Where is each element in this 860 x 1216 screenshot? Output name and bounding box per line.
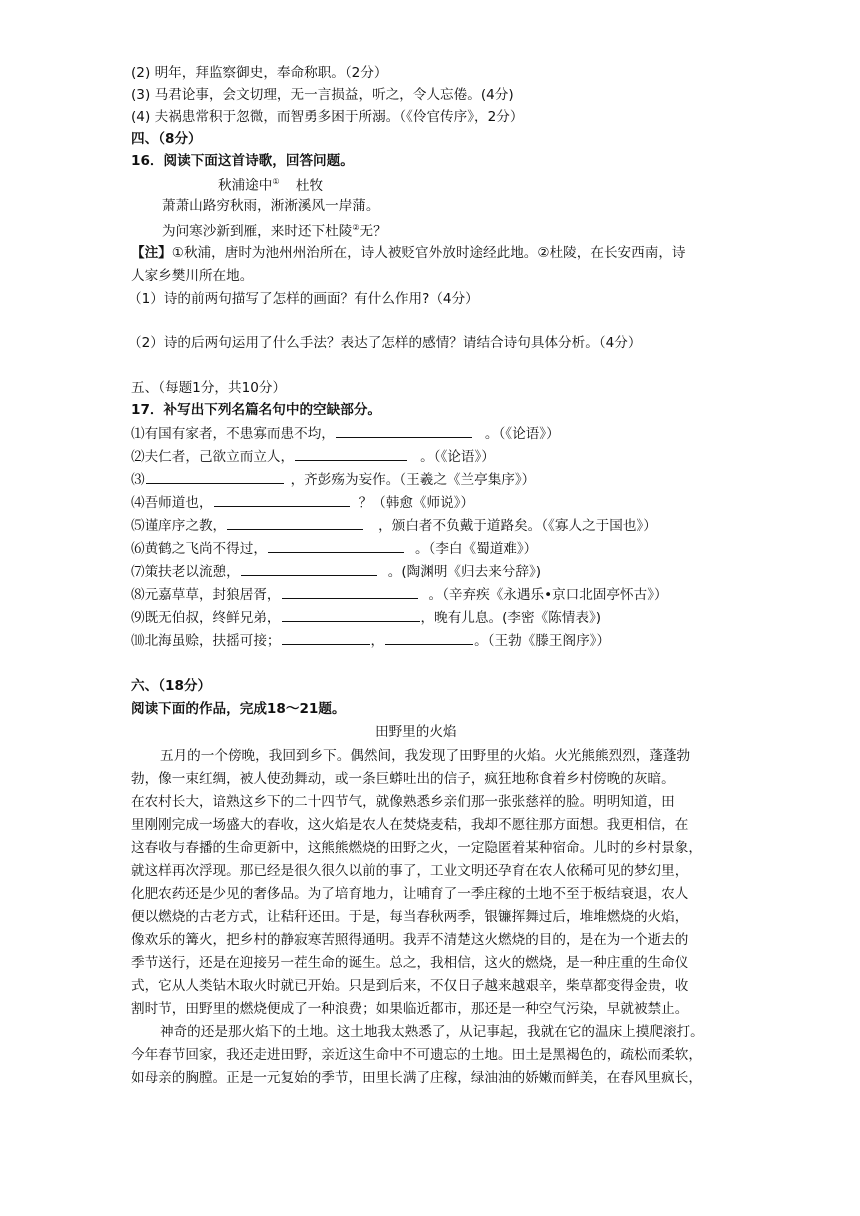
section-6-heading: 六、（18分）: [131, 678, 212, 694]
section-6-intro: 阅读下面的作品，完成18～21题。: [131, 701, 346, 717]
poem-note-marker: ①: [272, 177, 280, 186]
answer-blank[interactable]: [241, 562, 377, 576]
article-line: 化肥农药还是少见的奢侈品。为了培育地力，让哺育了一季庄稼的土地不至于板结衰退，农人: [131, 886, 689, 902]
answer-blank[interactable]: [336, 424, 472, 438]
poem-line-1: 萧萧山路穷秋雨，淅淅溪风一岸蒲。: [162, 198, 380, 214]
article-line: 五月的一个傍晚，我回到乡下。偶然间，我发现了田野里的火焰。火光熊熊烈烈，蓬蓬勃: [160, 748, 691, 764]
translation-item-2: (2) 明年，拜监察御史，奉命称职。（2分）: [131, 65, 388, 81]
note-label: 【注】: [131, 245, 172, 261]
answer-blank[interactable]: [295, 447, 407, 461]
article-line: 便以燃烧的古老方式，让秸秆还田。于是，每当春秋两季，银镰挥舞过后，堆堆燃烧的火焰，: [131, 909, 689, 925]
question-16-prompt: 16．阅读下面这首诗歌，回答问题。: [131, 153, 354, 169]
article-line: 今年春节回家，我还走进田野，亲近这生命中不可遗忘的土地。田土是黑褐色的，疏松而柔软，: [131, 1047, 702, 1063]
fill-blank-item-9: ⑼既无伯叔，终鲜兄弟， ，晚有儿息。(李密《陈情表》): [131, 610, 602, 626]
article-line: 如母亲的胸膛。正是一元复始的季节，田里长满了庄稼，绿油油的娇嫩而鲜美，在春风里疯长，: [131, 1070, 702, 1086]
question-16-sub-1: （1）诗的前两句描写了怎样的画面？有什么作用?（4分）: [128, 291, 479, 307]
poem-heading: [218, 173, 323, 195]
article-line: 式，它从人类钻木取火时就已开始。只是到后来，不仅日子越来越艰辛，柴草都变得金贵，收: [131, 978, 689, 994]
answer-blank[interactable]: [146, 470, 284, 484]
answer-blank[interactable]: [282, 585, 418, 599]
article-line: 就这样再次浮现。那已经是很久很久以前的事了，工业文明还孕育在农人依稀可见的梦幻里，: [131, 863, 689, 879]
poem-line-2-note-marker: ②: [352, 223, 360, 232]
answer-blank[interactable]: [282, 631, 370, 645]
poem-author: 杜牧: [295, 177, 324, 194]
section-4-heading: 四、（8分）: [131, 131, 202, 147]
answer-blank[interactable]: [282, 608, 420, 622]
fill-blank-item-3: ⑶ ，齐彭殇为妄作。（王羲之《兰亭集序》）: [131, 472, 536, 488]
article-line: 割时节，田野里的燃烧便成了一种浪费；如果临近都市，那还是一种空气污染，早就被禁止。: [131, 1001, 689, 1017]
poem-note-line-1: 【注】①秋浦，唐时为池州州治所在，诗人被贬官外放时途经此地。②杜陵，在长安西南，诗: [131, 245, 686, 261]
article-title: 田野里的火焰: [375, 724, 457, 740]
fill-blank-item-7: ⑺策扶老以流憩， 。(陶渊明《归去来兮辞》): [131, 564, 542, 580]
answer-blank[interactable]: [227, 516, 363, 530]
article-line: 神奇的还是那火焰下的土地。这土地我太熟悉了，从记事起，我就在它的温床上摸爬滚打。: [160, 1024, 704, 1040]
fill-blank-item-5: ⑸谨庠序之教， ，颁白者不负戴于道路矣。（《寡人之于国也》）: [131, 518, 657, 534]
fill-blank-item-8: ⑻元嘉草草，封狼居胥， 。（辛弃疾《永遇乐•京口北固亭怀古》）: [131, 587, 668, 603]
article-line: 里刚刚完成一场盛大的春收，这火焰是农人在焚烧麦秸，我却不愿往那方面想。我更相信，在: [131, 817, 689, 833]
article-line: 季节送行，还是在迎接另一茬生命的诞生。总之，我相信，这火的燃烧，是一种庄重的生命仪: [131, 955, 689, 971]
translation-item-3: (3) 马君论事，会文切理，无一言损益，听之，令人忘倦。(4分): [131, 87, 514, 103]
fill-blank-item-4: ⑷吾师道也， ？（韩愈《师说》）: [131, 495, 475, 511]
article-line: 勃，像一束红绸，被人使劲舞动，或一条巨蟒吐出的信子，疯狂地称食着乡村傍晚的灰暗。: [131, 771, 675, 787]
question-16-sub-2: （2）诗的后两句运用了什么手法？表达了怎样的感情？请结合诗句具体分析。（4分）: [128, 335, 642, 351]
article-line: 像欢乐的篝火，把乡村的静寂寒苦照得通明。我弄不清楚这火燃烧的目的，是在为一个逝去的: [131, 932, 689, 948]
fill-blank-item-2: ⑵夫仁者，己欲立而立人， 。（《论语》）: [131, 449, 495, 465]
question-17-prompt: 17．补写出下列名篇名句中的空缺部分。: [131, 402, 382, 418]
section-5-heading: 五、（每题1分，共10分）: [131, 380, 287, 396]
answer-blank[interactable]: [268, 539, 404, 553]
poem-line-2: 为问寒沙新到雁，来时还下杜陵②无？: [162, 223, 387, 240]
poem-note-line-2: 人家乡樊川所在地。: [131, 268, 254, 284]
answer-blank[interactable]: [214, 493, 350, 507]
fill-blank-item-6: ⑹黄鹤之飞尚不得过， 。（李白《蜀道难》）: [131, 541, 538, 557]
fill-blank-item-1: ⑴有国有家者，不患寡而患不均， 。（《论语》）: [131, 426, 560, 442]
article-line: 在农村长大，谙熟这乡下的二十四节气，就像熟悉乡亲们那一张张慈祥的脸。明明知道，田: [131, 794, 675, 810]
translation-item-4: (4) 夫祸患常积于忽微，而智勇多困于所溺。（《伶官传序》，2分）: [131, 109, 524, 125]
answer-blank[interactable]: [385, 631, 473, 645]
fill-blank-item-10: ⑽北海虽赊，扶摇可接； ， 。（王勃《滕王阁序》）: [131, 633, 611, 649]
poem-title: 秋浦途中: [218, 177, 273, 194]
article-line: 这春收与春播的生命更新中，这熊熊燃烧的田野之火，一定隐匿着某种宿命。儿时的乡村景象，: [131, 840, 702, 856]
